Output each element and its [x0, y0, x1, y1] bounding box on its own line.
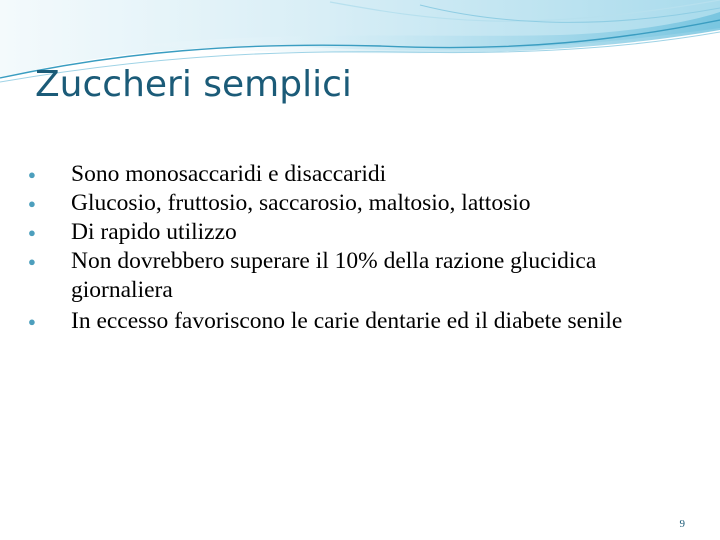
bullet-text: In eccesso favoriscono le carie dentarie ed il diabete senile [71, 308, 623, 334]
bullet-text: Glucosio, fruttosio, saccarosio, maltosio, lattosio [71, 190, 531, 216]
slide-title: Zuccheri semplici [35, 64, 352, 105]
bullet-text: Di rapido utilizzo [71, 219, 237, 245]
bullet-item [28, 307, 688, 336]
bullet-item [28, 247, 688, 305]
bullet-item [28, 218, 688, 247]
slide-number: 9 [679, 518, 685, 530]
bullet-text: Sono monosaccaridi e disaccaridi [71, 161, 387, 187]
bullet-item [28, 189, 688, 218]
bullet-dot-icon: ● [28, 314, 36, 329]
bullet-dot-icon: ● [28, 254, 36, 269]
bullet-dot-icon: ● [28, 196, 36, 211]
bullet-dot-icon: ● [28, 167, 36, 182]
bullet-list [28, 160, 688, 336]
bullet-item [28, 160, 688, 189]
bullet-text: Non dovrebbero superare il 10% della razione glucidica giornaliera [71, 248, 597, 303]
bullet-dot-icon: ● [28, 225, 36, 240]
